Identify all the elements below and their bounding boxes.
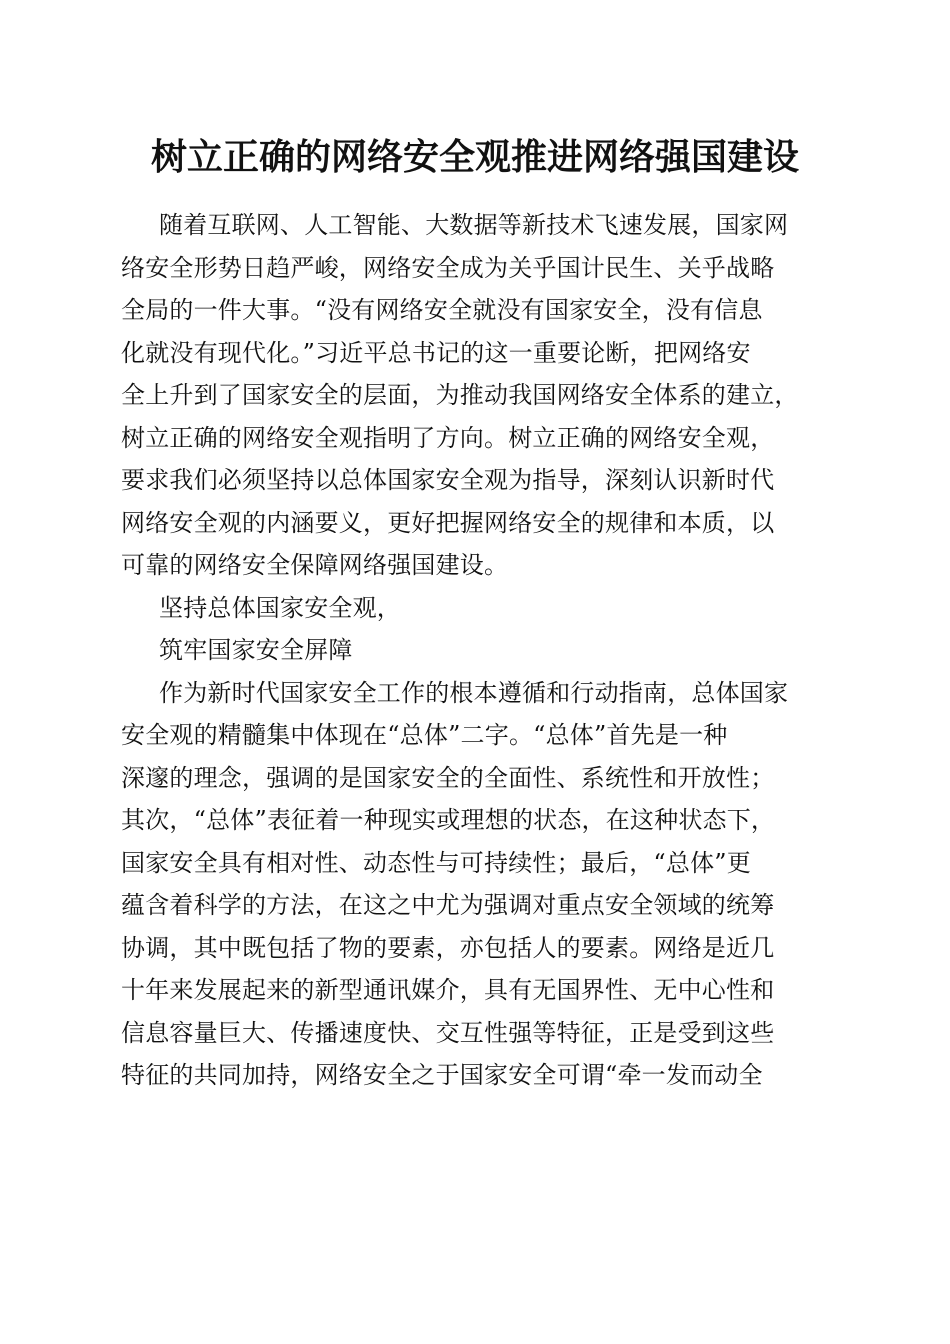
text-line: 安全观的精髓集中体现在“总体”二字。“总体”首先是一种 [121,721,728,749]
text-line: 其次，“总体”表征着一种现实或理想的状态，在这种状态下， [121,806,776,834]
text-line: 国家安全具有相对性、动态性与可持续性；最后，“总体”更 [121,848,751,877]
text-line: 筑牢国家安全屏障 [159,636,353,664]
text-line: 坚持总体国家安全观， [159,593,401,622]
text-line: 络安全形势日趋严峻，网络安全成为关乎国计民生、关乎战略 [121,253,775,282]
text-line: 蕴含着科学的方法，在这之中尤为强调对重点安全领域的统筹 [121,891,775,919]
text-line: 信息容量巨大、传播速度快、交互性强等特征，正是受到这些 [121,1018,775,1047]
text-line: 全局的一件大事。“没有网络安全就没有国家安全，没有信息 [121,296,763,324]
text-line: 作为新时代国家安全工作的根本遵循和行动指南，总体国家 [159,678,789,707]
text-line: 特征的共同加持，网络安全之于国家安全可谓“牵一发而动全 [121,1061,763,1089]
text-line: 可靠的网络安全保障网络强国建设。 [121,551,509,579]
text-line: 协调，其中既包括了物的要素，亦包括人的要素。网络是近几 [121,933,775,962]
document-body [121,204,833,1097]
text-line: 树立正确的网络安全观指明了方向。树立正确的网络安全观， [121,423,775,452]
text-line: 十年来发展起来的新型通讯媒介，具有无国界性、无中心性和 [121,976,775,1004]
text-line: 深邃的理念，强调的是国家安全的全面性、系统性和开放性； [121,763,775,792]
text-line: 随着互联网、人工智能、大数据等新技术飞速发展，国家网 [159,211,789,239]
text-line: 网络安全观的内涵要义，更好把握网络安全的规律和本质，以 [121,508,775,537]
document-title: 树立正确的网络安全观推进网络强国建设 [150,136,799,178]
text-line: 全上升到了国家安全的层面，为推动我国网络安全体系的建立， [121,381,799,409]
text-line: 要求我们必须坚持以总体国家安全观为指导，深刻认识新时代 [121,466,775,494]
text-line: 化就没有现代化。”习近平总书记的这一重要论断，把网络安 [121,338,751,367]
